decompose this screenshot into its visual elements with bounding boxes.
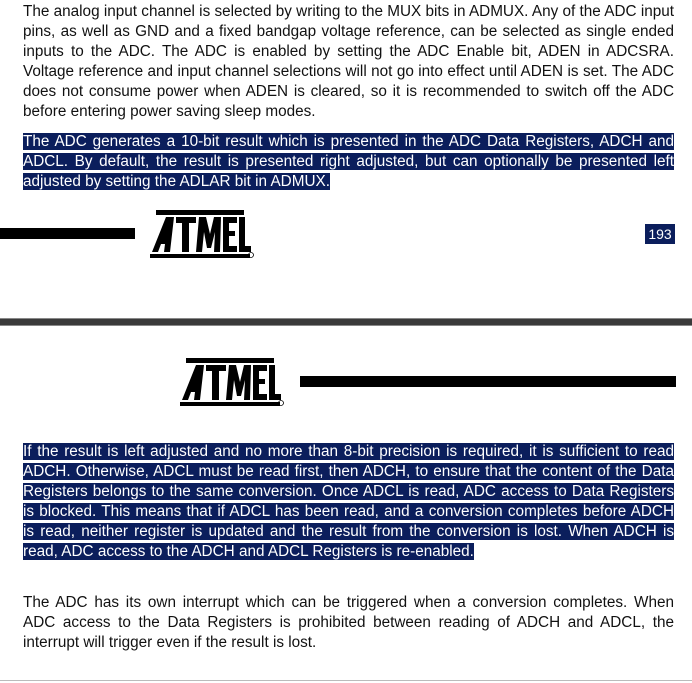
atmel-logo xyxy=(150,208,256,260)
footer-rule-left xyxy=(0,228,135,239)
highlighted-paragraph-left-adjusted xyxy=(23,442,674,562)
body-paragraph-adc-interrupt: The ADC has its own interrupt which can be triggered when a conversion completes. When ADC access to the Data Registers is prohibited between reading of ADCH and ADCL, the interrupt will trigger even if the result is lost. xyxy=(23,594,674,651)
page-divider xyxy=(0,318,692,326)
highlighted-text: If the result is left adjusted and no more than 8-bit precision is required, it is sufficient to read ADCH. Otherwise, ADCL must be read first, then ADCH, to ensure that the content of the Data Registers belongs to the same conversion. Once ADCL is read, ADC access to Data Registers is blocked. This means that if ADCL has been read, and a conversion completes before ADCH is read, neither register is updated and the result from the conversion is lost. When ADCH is read, ADC access to the ADCH and ADCL Registers is re-enabled. xyxy=(23,443,674,560)
body-paragraph-adc-channel-selection: The analog input channel is selected by writing to the MUX bits in ADMUX. Any of the ADC input pins, as well as GND and a fixed bandgap voltage reference, can be selected as single ended inputs to the ADC. The ADC is enabled by setting the ADC Enable bit, ADEN in ADCSRA. Voltage reference and input channel selections will not go into effect until ADEN is set. The ADC does not consume power when ADEN is cleared, so it is recommended to switch off the ADC before entering power saving sleep modes. xyxy=(23,3,674,120)
page-193-bottom xyxy=(0,0,692,318)
header-rule-right xyxy=(300,376,676,387)
page-number: 193 xyxy=(645,224,675,244)
highlighted-text: The ADC generates a 10-bit result which is presented in the ADC Data Registers, ADCH and ADCL. By default, the result is presented right adjusted, but can optionally be presented left adjusted by setting the ADLAR bit in ADMUX. xyxy=(23,133,674,190)
highlighted-paragraph-adc-result xyxy=(23,132,674,192)
page-bottom-edge xyxy=(0,680,692,681)
atmel-logo xyxy=(180,356,286,408)
